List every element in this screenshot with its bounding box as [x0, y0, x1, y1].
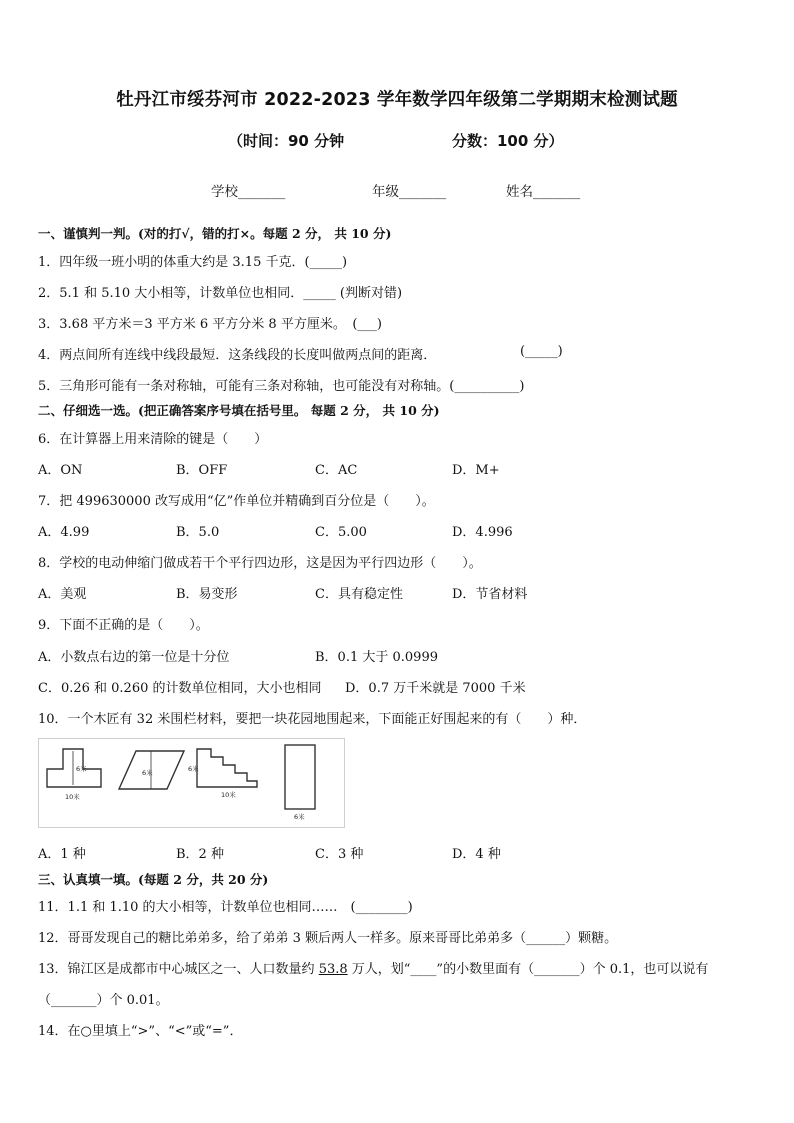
- exam-title: 牡丹江市绥芬河市 2022-2023 学年数学四年级第二学期期末检测试题: [116, 90, 678, 110]
- q7-option-a: A．4.99: [38, 525, 90, 540]
- q9-option-d: D．0.7 万千米就是 7000 千米: [345, 681, 526, 696]
- question-14: 14．在○里填上“>”、“<”或“=”．: [38, 1024, 243, 1039]
- q6-option-b: B．OFF: [176, 463, 228, 478]
- q10-option-a: A．1 种: [38, 847, 86, 862]
- shape3-width-label: 10米: [221, 791, 236, 799]
- question-8: 8．学校的电动伸缩门做成若干个平行四边形，这是因为平行四边形（ ）。: [38, 556, 482, 571]
- shape-staircase: [197, 749, 257, 787]
- q8-option-b: B．易变形: [176, 587, 238, 602]
- q6-option-a: A．ON: [38, 463, 83, 478]
- question-11: 11．1.1 和 1.10 的大小相等，计数单位也相同…… (________): [38, 900, 413, 915]
- question-3: 3．3.68 平方米＝3 平方米 6 平方分米 8 平方厘米。 (___): [38, 317, 382, 332]
- section-1-heading: 一、谨慎判一判。(对的打√，错的打×。每题 2 分， 共 10 分): [38, 226, 392, 241]
- q10-option-d: D．4 种: [452, 847, 501, 862]
- q8-option-a: A．美观: [38, 587, 87, 602]
- q7-option-d: D．4.996: [452, 525, 513, 540]
- shape4-width-label: 6米: [294, 813, 305, 821]
- q7-option-b: B．5.0: [176, 525, 220, 540]
- q6-option-d: D．M+: [452, 463, 500, 478]
- q9-option-c: C．0.26 和 0.260 的计数单位相同，大小也相同: [38, 681, 322, 696]
- question-7: 7．把 499630000 改写成用“亿”作单位并精确到百分位是（ ）。: [38, 494, 435, 509]
- question-10: 10．一个木匠有 32 米围栏材料，要把一块花园地围起来，下面能正好围起来的有（ ）种．: [38, 712, 587, 727]
- question-6: 6．在计算器上用来清除的键是（ ）: [38, 432, 268, 447]
- q8-option-d: D．节省材料: [452, 587, 528, 602]
- shape-t-figure: [47, 749, 101, 787]
- shape1-height-label: 6米: [76, 765, 87, 773]
- q13-text-end: 万人，划“____”的小数里面有（_______）个 0.1，也可以说有: [347, 962, 709, 977]
- question-13: [38, 958, 708, 977]
- question-4-answer-blank: (_____): [520, 344, 563, 359]
- exam-time: （时间：90 分钟: [228, 132, 345, 150]
- question-5: 5．三角形可能有一条对称轴，可能有三条对称轴，也可能没有对称轴。(__________): [38, 379, 525, 394]
- name-field[interactable]: 姓名_______: [506, 184, 581, 200]
- exam-score: 分数：100 分）: [452, 132, 564, 150]
- shape-rectangle: [285, 745, 315, 809]
- q7-option-c: C．5.00: [315, 525, 367, 540]
- fence-shapes-figure: [38, 738, 345, 828]
- question-12: 12．哥哥发现自己的糖比弟弟多，给了弟弟 3 颗后两人一样多。原来哥哥比弟弟多（______）颗糖。: [38, 931, 618, 946]
- q13-underlined-number: 53.8: [318, 962, 348, 977]
- q10-option-b: B．2 种: [176, 847, 224, 862]
- grade-field[interactable]: 年级_______: [372, 184, 447, 200]
- question-4: 4．两点间所有连线中线段最短．这条线段的长度叫做两点间的距离．: [38, 348, 437, 363]
- shape2-height-label: 6米: [142, 769, 153, 777]
- section-2-heading: 二、仔细选一选。(把正确答案序号填在括号里。 每题 2 分， 共 10 分): [38, 403, 440, 418]
- question-9: 9．下面不正确的是（ ）。: [38, 618, 209, 633]
- shape3-height-label: 6米: [188, 765, 199, 773]
- question-13-continued: （_______）个 0.01。: [38, 993, 169, 1008]
- q10-option-c: C．3 种: [315, 847, 364, 862]
- q9-option-b: B．0.1 大于 0.0999: [315, 650, 438, 665]
- section-3-heading: 三、认真填一填。(每题 2 分，共 20 分): [38, 872, 269, 887]
- question-1: 1．四年级一班小明的体重大约是 3.15 千克．(_____): [38, 255, 348, 270]
- question-2: 2．5.1 和 5.10 大小相等，计数单位也相同．_____ (判断对错): [38, 286, 403, 301]
- shape1-width-label: 10米: [65, 793, 80, 801]
- q13-text-start: 13．锦江区是成都市中心城区之一、人口数量约: [38, 962, 319, 977]
- q8-option-c: C．具有稳定性: [315, 587, 403, 602]
- q6-option-c: C．AC: [315, 463, 358, 478]
- q9-option-a: A．小数点右边的第一位是十分位: [38, 650, 230, 665]
- school-field[interactable]: 学校_______: [211, 184, 286, 200]
